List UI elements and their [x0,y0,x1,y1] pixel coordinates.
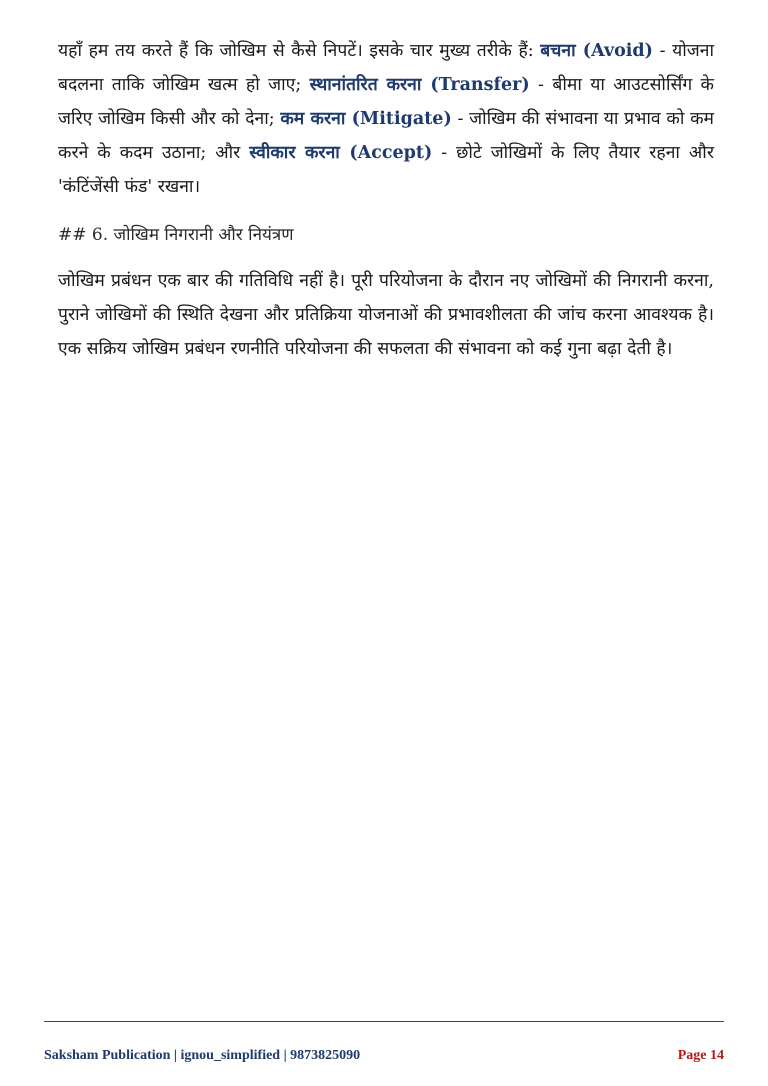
paragraph-text: - जोखिम की संभावना या प्रभाव को कम करने के कदम उठाना; और [58,109,714,163]
paragraph-text: - योजना बदलना ताकि जोखिम खत्म हो जाए; [58,41,715,95]
paragraph-text: - छोटे जोखिमों के लिए तैयार रहना और 'कंटिंजेंसी फंड' रखना। [58,143,714,197]
footer-publisher-info: Saksham Publication | ignou_simplified | 9873825090 [44,1048,361,1063]
paragraph-text: - बीमा या आउटसोर्सिंग के जरिए जोखिम किसी और को देना; [58,75,714,129]
transfer-term: स्थानांतरित करना (Transfer) [309,75,530,95]
avoid-term: बचना (Avoid) [540,41,653,61]
page-content [58,34,714,382]
page-number: Page 14 [677,1048,724,1063]
accept-term: स्वीकार करना (Accept) [249,143,433,163]
paragraph-text: यहाँ हम तय करते हैं कि जोखिम से कैसे निपटें। इसके चार मुख्य तरीके हैं: [58,41,541,61]
footer-divider [44,1021,724,1022]
section-heading: ## 6. जोखिम निगरानी और नियंत्रण [58,225,294,245]
mitigate-term: कम करना (Mitigate) [280,109,452,129]
risk-response-paragraph [58,34,714,204]
risk-monitoring-paragraph: जोखिम प्रबंधन एक बार की गतिविधि नहीं है। पूरी परियोजना के दौरान नए जोखिमों की निगरानी करना, पुराने जोखिमों की स्थिति देखना और प्रतिक्रिया योजनाओं की प्रभावशीलता की जांच करना आवश्यक है। एक सक्रिय जोखिम प्रबंधन रणनीति परियोजना की सफलता की संभावना को कई गुना बढ़ा देती है। [58,271,714,359]
